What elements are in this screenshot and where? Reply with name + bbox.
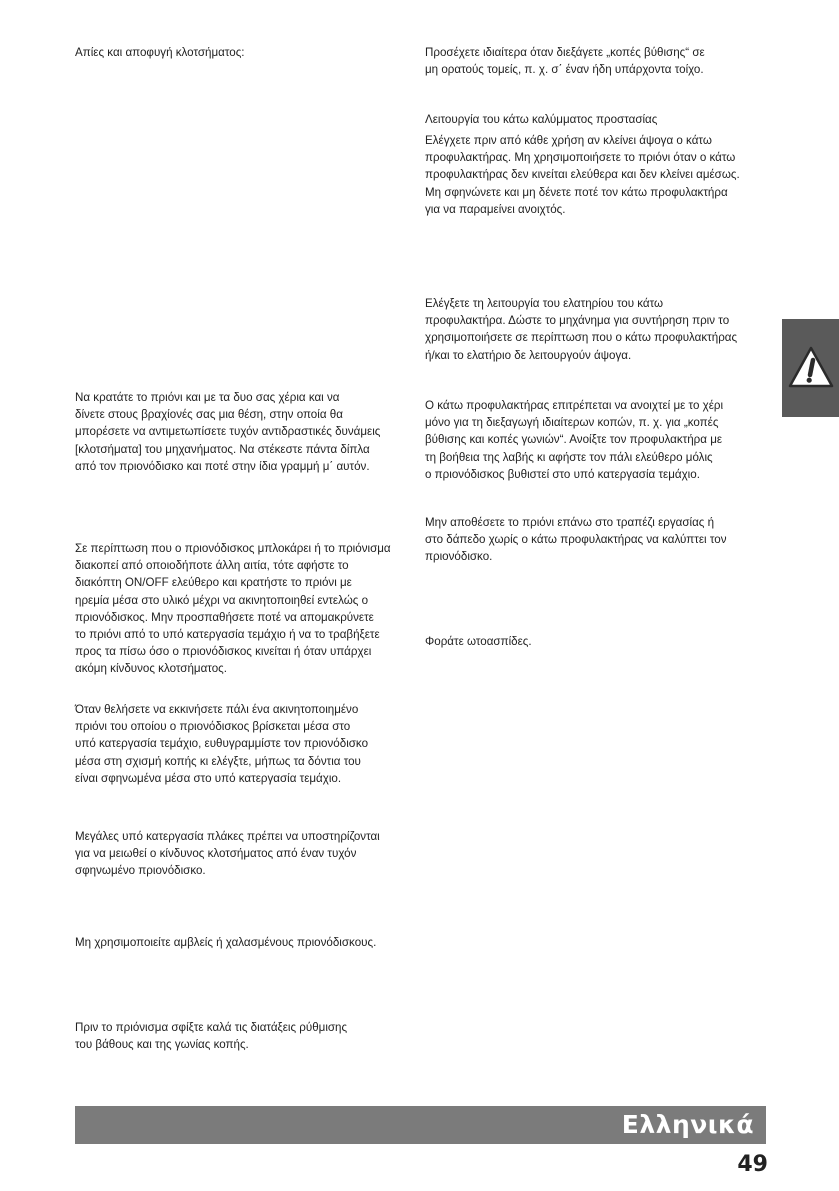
paragraph-ear-protection: Φοράτε ωτοασπίδες.: [425, 635, 532, 648]
paragraph-restart-saw: Όταν θελήσετε να εκκινήσετε πάλι ένα ακινητοποιημένο πριόνι του οποίου ο πριονόδισκος βρίσκεται μέσα στο υπό κατεργασία τεμάχιο, ευθυγραμμίστε τον πριονόδισκο μέσα στη σχισμή κοπής κι ελέγξτε, μήπως τα δόντια του είναι σφηνωμένα μέσα στο υπό κατεργασία τεμάχιο.: [75, 703, 369, 785]
paragraph-blade-jam: Σε περίπτωση που ο πριονόδισκος μπλοκάρει ή το πριόνισμα διακοπεί από οποιοδήποτε άλλη αιτία, τότε αφήστε το διακόπτη ON/OFF ελεύθερο και κρατήστε το πριόνι με ηρεμία μέσα στο υλικό μέχρι να ακινητοποιηθεί εντελώς ο πριονόδισκος. Μην προσπαθήσετε ποτέ να απομακρύνετε το πριόνι από το υπό κατεργασία τεμάχιο ή να το τραβήξετε προς τα πίσω όσο ο πριονόδισκος κινείται ή όταν υπάρχει ακόμη κίνδυνος κλοτσήματος.: [75, 542, 391, 676]
page-number: 49: [737, 1152, 768, 1177]
language-label: Ελληνικά: [621, 1110, 754, 1139]
paragraph-large-panels: Μεγάλες υπό κατεργασία πλάκες πρέπει να υποστηρίζονται για να μειωθεί ο κίνδυνος κλοτσήματος από έναν τυχόν σφηνωμένο πριονόδισκο.: [75, 830, 380, 878]
kickback-heading: Απίες και αποφυγή κλοτσήματος:: [75, 46, 245, 59]
paragraph-tighten-adjustments: Πριν το πριόνισμα σφίξτε καλά τις διατάξεις ρύθμισης του βάθους και της γωνίας κοπής.: [75, 1021, 348, 1052]
paragraph-blunt-blades: Μη χρησιμοποιείτε αμβλείς ή χαλασμένους πριονόδισκους.: [75, 936, 377, 949]
warning-triangle-icon: [787, 344, 835, 392]
paragraph-hold-saw: Να κρατάτε το πριόνι και με τα δυο σας χέρια και να δίνετε στους βραχίονές σας μια θέση, στην οποία θα μπορέσετε να αντιμετωπίσετε τυχόν αντιδραστικές δυνάμεις [κλοτσήματα] του μηχανήματος. Να στέκεστε πάντα δίπλα από τον πριονόδισκο και ποτέ στην ίδια γραμμή μ΄ αυτόν.: [75, 391, 381, 473]
footer-language-bar: [75, 1106, 766, 1144]
paragraph-plunge-cuts: Προσέχετε ιδιαίτερα όταν διεξάγετε „κοπές βύθισης“ σε μη ορατούς τομείς, π. χ. σ΄ έναν ήδη υπάρχοντα τοίχο.: [425, 46, 705, 77]
paragraph-check-lower-guard: Ελέγχετε πριν από κάθε χρήση αν κλείνει άψογα ο κάτω προφυλακτήρας. Μη χρησιμοποιήσετε το πριόνι όταν ο κάτω προφυλακτήρας δεν κινείται ελεύθερα και δεν κλείνει αμέσως. Μη σφηνώνετε και μη δένετε ποτέ τον κάτω προφυλακτήρα για να παραμείνει ανοιχτός.: [425, 134, 740, 216]
paragraph-place-saw: Μην αποθέσετε το πριόνι επάνω στο τραπέζι εργασίας ή στο δάπεδο χωρίς ο κάτω προφυλακτήρας να καλύπτει τον πριονόδισκο.: [425, 516, 727, 564]
warning-tab: [782, 319, 839, 417]
paragraph-open-guard-manually: Ο κάτω προφυλακτήρας επιτρέπεται να ανοιχτεί με το χέρι μόνο για τη διεξαγωγή ιδιαίτερων κοπών, π. χ. για „κοπές βύθισης και κοπές γωνιών“. Ανοίξτε τον προφυλακτήρα με τη βοήθεια της λαβής κι αφήστε τον πάλι ελεύθερο μόλις ο πριονόδισκος βυθιστεί στο υπό κατεργασία τεμάχιο.: [425, 399, 724, 481]
lower-guard-heading: Λειτουργία του κάτω καλύμματος προστασίας: [425, 113, 658, 126]
paragraph-guard-spring: Ελέγξετε τη λειτουργία του ελατηρίου του κάτω προφυλακτήρα. Δώστε το μηχάνημα για συντήρηση πριν το χρησιμοποιήσετε σε περίπτωση που ο κάτω προφυλακτήρας ή/και το ελατήριο δε λειτουργούν άψογα.: [425, 297, 738, 362]
